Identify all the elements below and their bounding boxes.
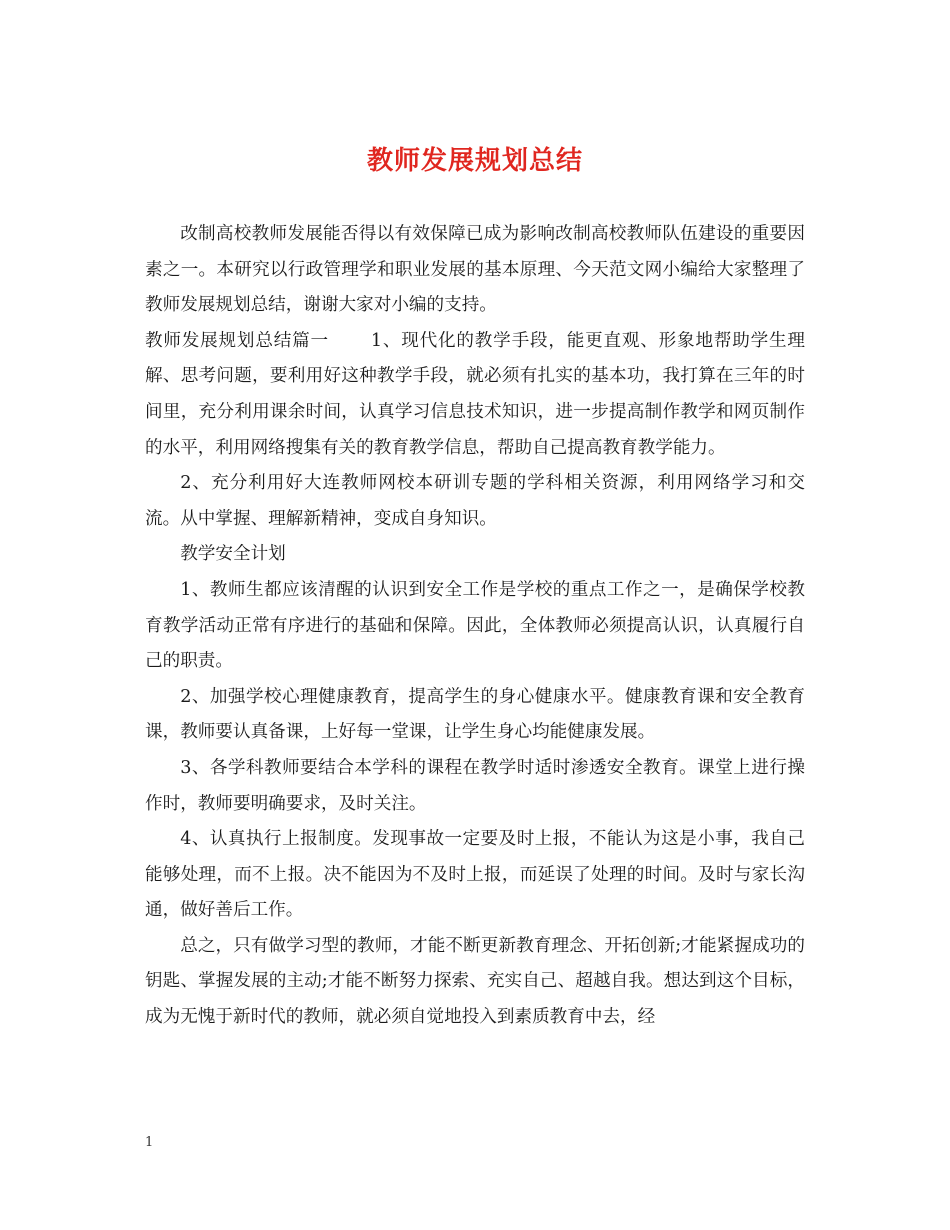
safety-heading: 教学安全计划: [180, 544, 286, 565]
section-heading: 教师发展规划总结篇一: [145, 330, 329, 351]
safety-item-1: 1、教师生都应该清醒的认识到安全工作是学校的重点工作之一，是确保学校教育教学活动正常有序进行的基础和保障。因此，全体教师必须提高认识，认真履行自己的职责。: [145, 579, 805, 672]
section-item-1: 1、现代化的教学手段，能更直观、形象地帮助学生理解、思考问题，要利用好这种教学手段，就必须有扎实的基本功，我打算在三年的时间里，充分利用课余时间，认真学习信息技术知识，进一步提高制作教学和网页制作的水平，利用网络搜集有关的教育教学信息，帮助自己提高教育教学能力。: [145, 330, 805, 458]
conclusion-paragraph: 总之，只有做学习型的教师，才能不断更新教育理念、开拓创新;才能紧握成功的钥匙、掌握发展的主动;才能不断努力探索、充实自己、超越自我。想达到这个目标，成为无愧于新时代的教师，就必须自觉地投入到素质教育中去，经: [145, 935, 805, 1028]
page-number: 1: [145, 1135, 154, 1150]
section-paragraph: [145, 324, 805, 466]
safety-item-2: 2、加强学校心理健康教育，提高学生的身心健康水平。健康教育课和安全教育课，教师要认真备课，上好每一堂课，让学生身心均能健康发展。: [145, 686, 805, 743]
document-title: 教师发展规划总结: [366, 146, 583, 176]
safety-item-3: 3、各学科教师要结合本学科的课程在教学时适时渗透安全教育。课堂上进行操作时，教师要明确要求，及时关注。: [145, 757, 805, 814]
safety-item-4: 4、认真执行上报制度。发现事故一定要及时上报，不能认为这是小事，我自己能够处理，而不上报。决不能因为不及时上报，而延误了处理的时间。及时与家长沟通，做好善后工作。: [145, 829, 805, 921]
document-body: [145, 217, 805, 1036]
intro-paragraph: 改制高校教师发展能否得以有效保障已成为影响改制高校教师队伍建设的重要因素之一。本研究以行政管理学和职业发展的基本原理、今天范文网小编给大家整理了教师发展规划总结，谢谢大家对小编的支持。: [145, 224, 805, 316]
item-2-paragraph: 2、充分利用好大连教师网校本研训专题的学科相关资源，利用网络学习和交流。从中掌握、理解新精神，变成自身知识。: [145, 473, 805, 529]
